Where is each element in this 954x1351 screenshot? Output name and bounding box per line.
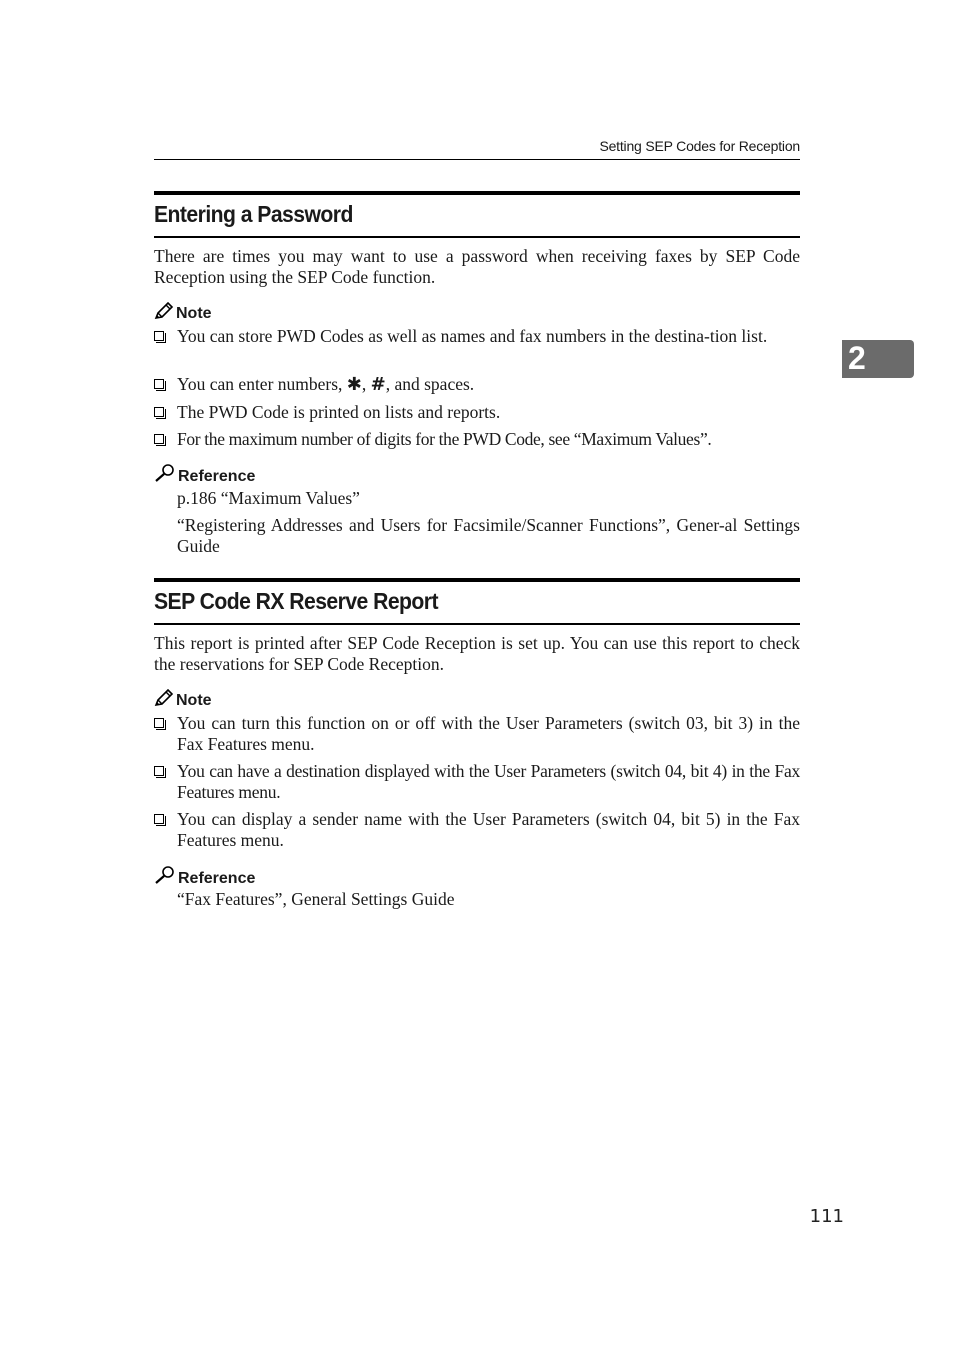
header-rule xyxy=(154,159,800,160)
note-label: Note xyxy=(176,305,212,322)
checkbox-bullet-icon xyxy=(154,766,164,776)
checkbox-bullet-icon xyxy=(154,379,164,389)
note-item xyxy=(154,429,800,450)
note-text: For the maximum number of digits for the PWD Code, see “Maximum Values”. xyxy=(177,429,712,449)
note-text: You can turn this function on or off with the User Parameters (switch 03, bit 3) in the Fax Features menu. xyxy=(177,713,800,754)
note-item xyxy=(154,374,800,395)
note-item xyxy=(154,761,800,803)
section-top-rule xyxy=(154,191,800,195)
reference-item: p.186 “Maximum Values” xyxy=(177,488,360,508)
note-item xyxy=(154,713,800,755)
pencil-icon xyxy=(154,302,174,320)
section-title: Entering a Password xyxy=(154,201,353,227)
checkbox-bullet-icon xyxy=(154,434,164,444)
checkbox-bullet-icon xyxy=(154,331,164,341)
magnifier-icon xyxy=(154,865,176,885)
note-text: You can have a destination displayed with the User Parameters (switch 04, bit 4) in the Fax Features menu. xyxy=(177,761,800,802)
section-intro: This report is printed after SEP Code Reception is set up. You can use this report to check the reservations for SEP Code Reception. xyxy=(154,633,800,674)
note-label: Note xyxy=(176,692,212,709)
checkbox-bullet-icon xyxy=(154,407,164,417)
section-bottom-rule xyxy=(154,623,800,625)
hash-key-icon: # xyxy=(370,374,386,395)
magnifier-icon xyxy=(154,463,176,483)
pencil-icon xyxy=(154,689,174,707)
reference-label: Reference xyxy=(178,870,256,887)
section-intro: There are times you may want to use a password when receiving faxes by SEP Code Reception using the SEP Code function. xyxy=(154,246,800,287)
section-title: SEP Code RX Reserve Report xyxy=(154,588,438,614)
reference-heading xyxy=(154,865,255,888)
note-heading xyxy=(154,302,212,323)
note-text: , and spaces. xyxy=(385,374,475,394)
checkbox-bullet-icon xyxy=(154,814,164,824)
section-top-rule xyxy=(154,578,800,582)
reference-item: “Registering Addresses and Users for Facsimile/Scanner Functions”, Gener-al Settings Guide xyxy=(177,515,800,556)
chapter-tab xyxy=(842,340,914,378)
note-text: , xyxy=(361,374,371,394)
note-item xyxy=(154,809,800,851)
checkbox-bullet-icon xyxy=(154,718,164,728)
note-item xyxy=(154,402,800,423)
star-key-icon: ✱ xyxy=(346,374,362,395)
note-item xyxy=(154,326,800,347)
chapter-number: 2 xyxy=(848,340,866,376)
note-text: You can display a sender name with the User Parameters (switch 04, bit 5) in the Fax Features menu. xyxy=(177,809,800,850)
note-text: The PWD Code is printed on lists and reports. xyxy=(177,402,501,422)
reference-label: Reference xyxy=(178,468,256,485)
reference-item: “Fax Features”, General Settings Guide xyxy=(177,889,455,909)
page-number: 111 xyxy=(809,1206,844,1227)
note-heading xyxy=(154,689,212,710)
note-text: You can store PWD Codes as well as names and fax numbers in the destina-tion list. xyxy=(177,326,768,346)
note-text: You can enter numbers, xyxy=(177,374,347,394)
reference-heading xyxy=(154,463,255,486)
section-bottom-rule xyxy=(154,236,800,238)
running-header: Setting SEP Codes for Reception xyxy=(599,138,800,154)
